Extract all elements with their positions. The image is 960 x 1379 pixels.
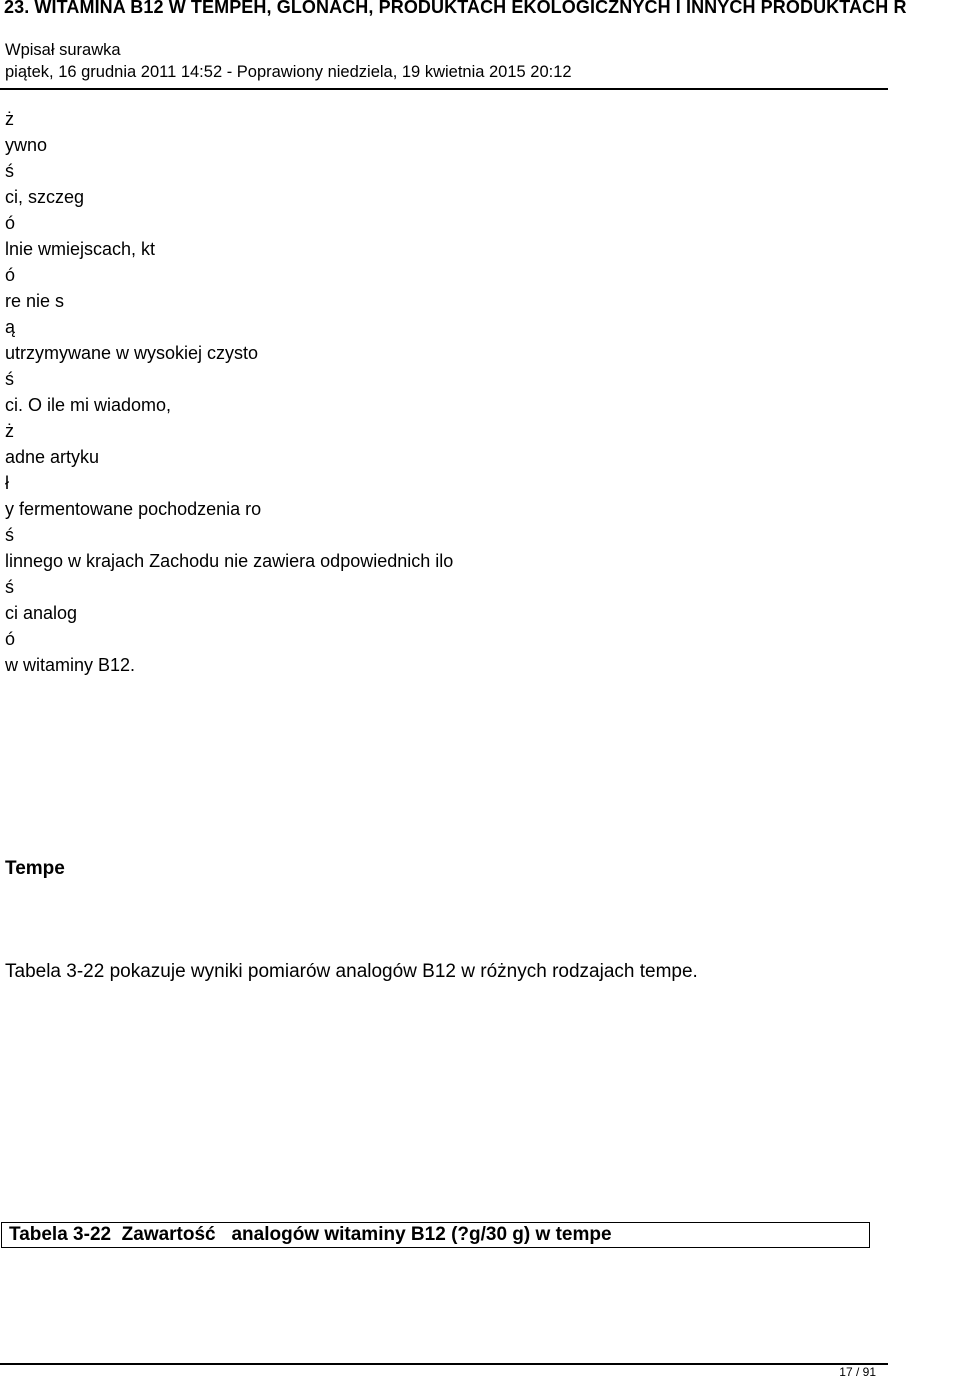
header-divider [0,88,888,90]
body-fragment-line: ś [5,161,14,181]
body-fragment-line: ż [5,109,14,129]
body-fragment-line: ywno [5,135,48,155]
body-fragment-line: y fermentowane pochodzenia ro [5,499,262,519]
section-paragraph: Tabela 3-22 pokazuje wyniki pomiarów analogów B12 w różnych rodzajach tempe. [5,961,698,982]
body-fragment-line: ci. O ile mi wiadomo, [5,395,172,415]
date-line: piątek, 16 grudnia 2011 14:52 - Poprawiony niedziela, 19 kwietnia 2015 20:12 [5,63,572,81]
body-fragment-line: ś [5,577,14,597]
body-fragment-line: ż [5,421,14,441]
body-fragment-line: ś [5,525,14,545]
document-title: 23. WITAMINA B12 W TEMPEH, GLONACH, PRODUKTACH EKOLOGICZNYCH I INNYCH PRODUKTACH R [4,0,907,17]
footer-divider [0,1363,888,1365]
body-fragment-line: lnie wmiejscach, kt [5,239,156,259]
body-fragment-line: ci analog [5,603,78,623]
body-fragment-line: ci, szczeg [5,187,85,207]
body-fragment-line: ł [5,473,9,493]
body-fragment-line: ó [5,265,16,285]
body-fragment-line: utrzymywane w wysokiej czysto [5,343,259,363]
body-fragment-line: ó [5,629,16,649]
body-fragment-line: linnego w krajach Zachodu nie zawiera odpowiednich ilo [5,551,454,571]
body-fragment-line: ś [5,369,14,389]
body-fragments [5,106,453,678]
section-heading: Tempe [5,858,65,879]
table-caption: Tabela 3-22 Zawartość analogów witaminy B12 (?g/30 g) w tempe [1,1222,870,1248]
body-fragment-line: re nie s [5,291,65,311]
author-line: Wpisał surawka [5,41,121,59]
body-fragment-line: w witaminy B12. [5,655,136,675]
body-fragment-line: adne artyku [5,447,100,467]
body-fragment-line: ó [5,213,16,233]
page-number: 17 / 91 [839,1365,876,1379]
body-fragment-line: ą [5,317,16,337]
